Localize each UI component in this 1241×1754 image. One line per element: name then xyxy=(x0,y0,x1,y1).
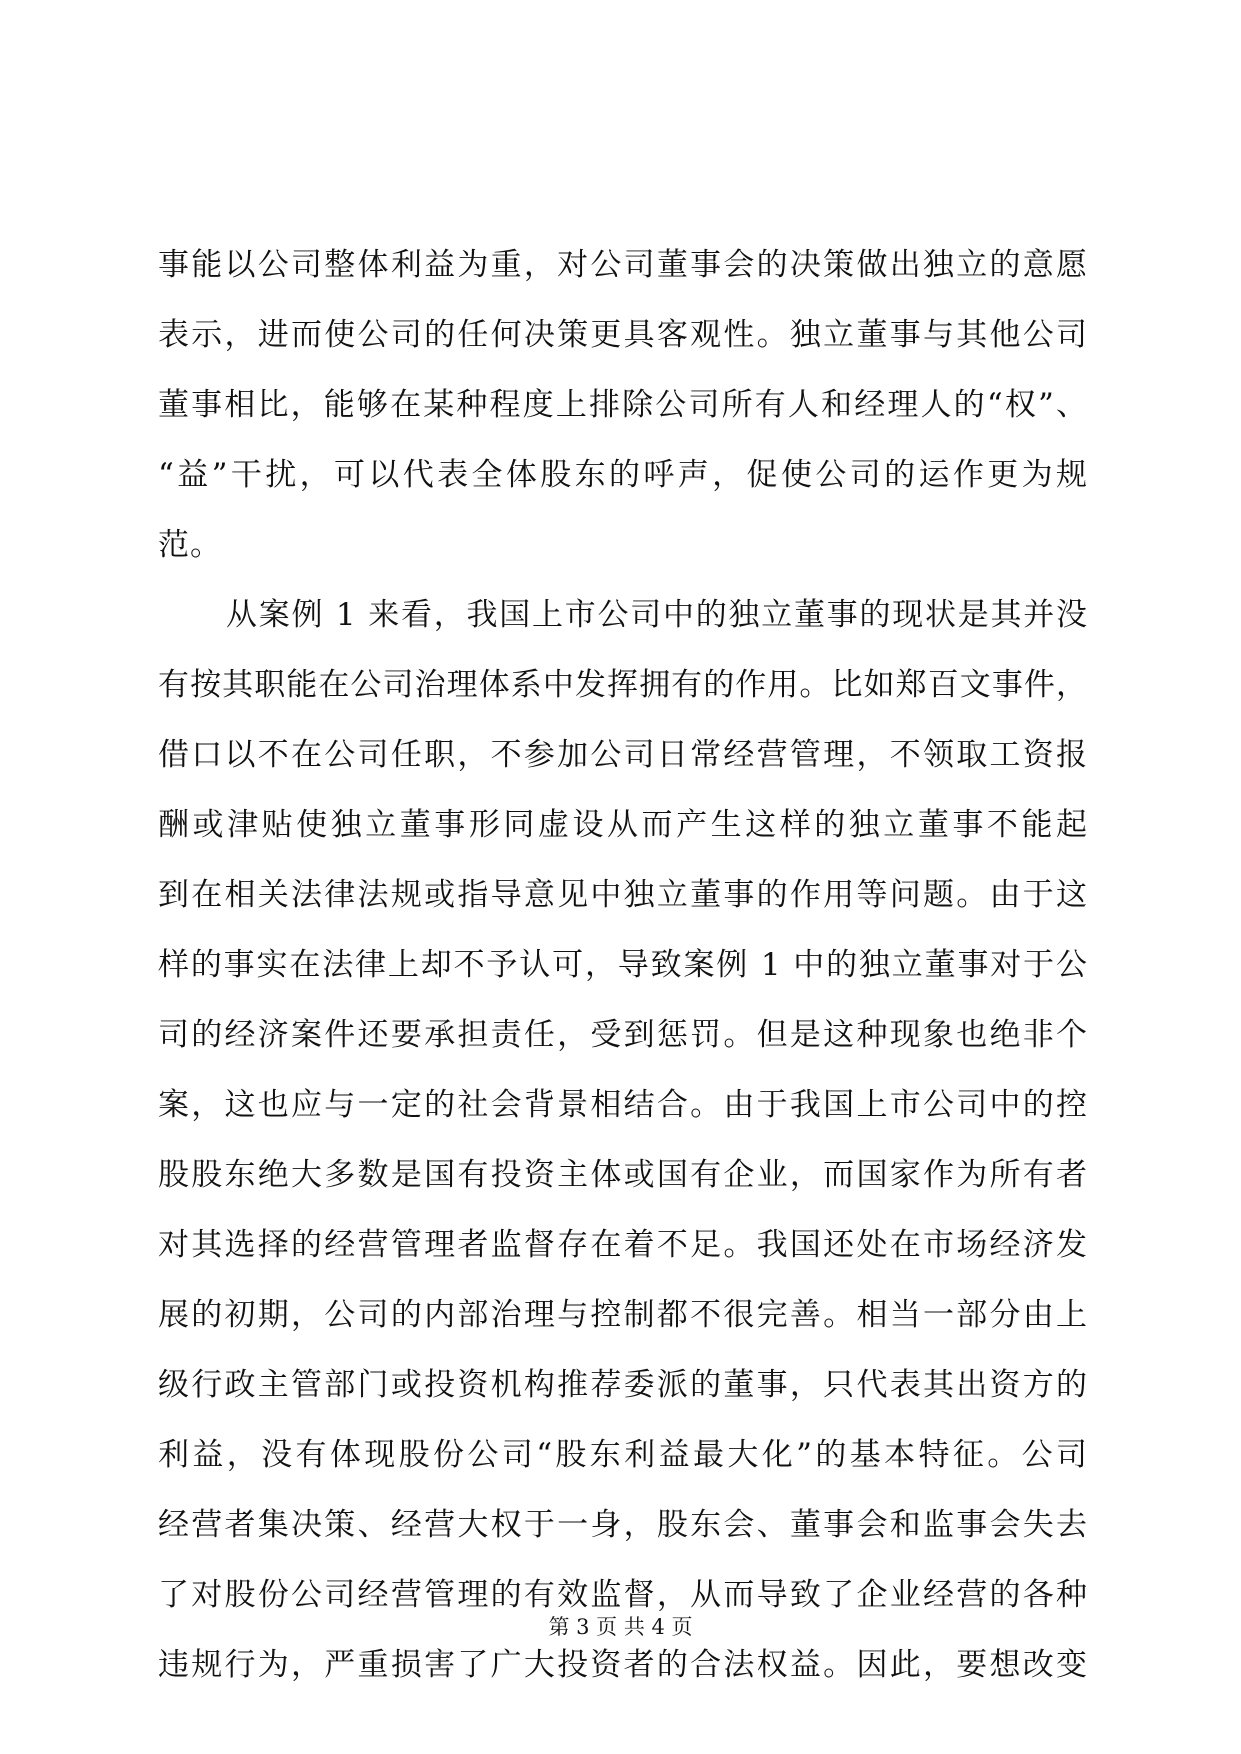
text-line: 表示，进而使公司的任何决策更具客观性。独立董事与其他公司 xyxy=(158,317,1088,353)
text-line: 范。 xyxy=(158,527,222,563)
text-line: 酬或津贴使独立董事形同虚设从而产生这样的独立董事不能起 xyxy=(158,807,1088,843)
text-line: 样的事实在法律上却不予认可，导致案例 1 中的独立董事对于公 xyxy=(158,947,1088,983)
text-line: 到在相关法律法规或指导意见中独立董事的作用等问题。由于这 xyxy=(158,877,1088,913)
text-line: 事能以公司整体利益为重，对公司董事会的决策做出独立的意愿 xyxy=(158,247,1088,283)
text-line: 展的初期，公司的内部治理与控制都不很完善。相当一部分由上 xyxy=(158,1297,1088,1333)
text-line: 有按其职能在公司治理体系中发挥拥有的作用。比如郑百文事件， xyxy=(158,667,1088,703)
text-line: 利益，没有体现股份公司“股东利益最大化”的基本特征。公司 xyxy=(158,1437,1088,1473)
text-line: 董事相比，能够在某种程度上排除公司所有人和经理人的“权”、 xyxy=(158,387,1088,423)
text-line: 借口以不在公司任职，不参加公司日常经营管理，不领取工资报 xyxy=(158,737,1088,773)
text-line: 了对股份公司经营管理的有效监督，从而导致了企业经营的各种 xyxy=(158,1577,1088,1613)
text-line: 对其选择的经营管理者监督存在着不足。我国还处在市场经济发 xyxy=(158,1227,1088,1263)
text-line: 案，这也应与一定的社会背景相结合。由于我国上市公司中的控 xyxy=(158,1087,1088,1123)
text-line: 司的经济案件还要承担责任，受到惩罚。但是这种现象也绝非个 xyxy=(158,1017,1088,1053)
text-line: 违规行为，严重损害了广大投资者的合法权益。因此，要想改变 xyxy=(158,1647,1088,1683)
text-line: “益”干扰，可以代表全体股东的呼声，促使公司的运作更为规 xyxy=(158,457,1088,493)
page-footer xyxy=(0,1612,1241,1642)
text-line: 级行政主管部门或投资机构推荐委派的董事，只代表其出资方的 xyxy=(158,1367,1088,1403)
text-line: 从案例 1 来看，我国上市公司中的独立董事的现状是其并没 xyxy=(226,597,1088,633)
text-line: 股股东绝大多数是国有投资主体或国有企业，而国家作为所有者 xyxy=(158,1157,1088,1193)
body-text xyxy=(158,230,1088,1700)
page-number: 第 3 页 共 4 页 xyxy=(548,1615,693,1639)
text-line: 经营者集决策、经营大权于一身，股东会、董事会和监事会失去 xyxy=(158,1507,1088,1543)
